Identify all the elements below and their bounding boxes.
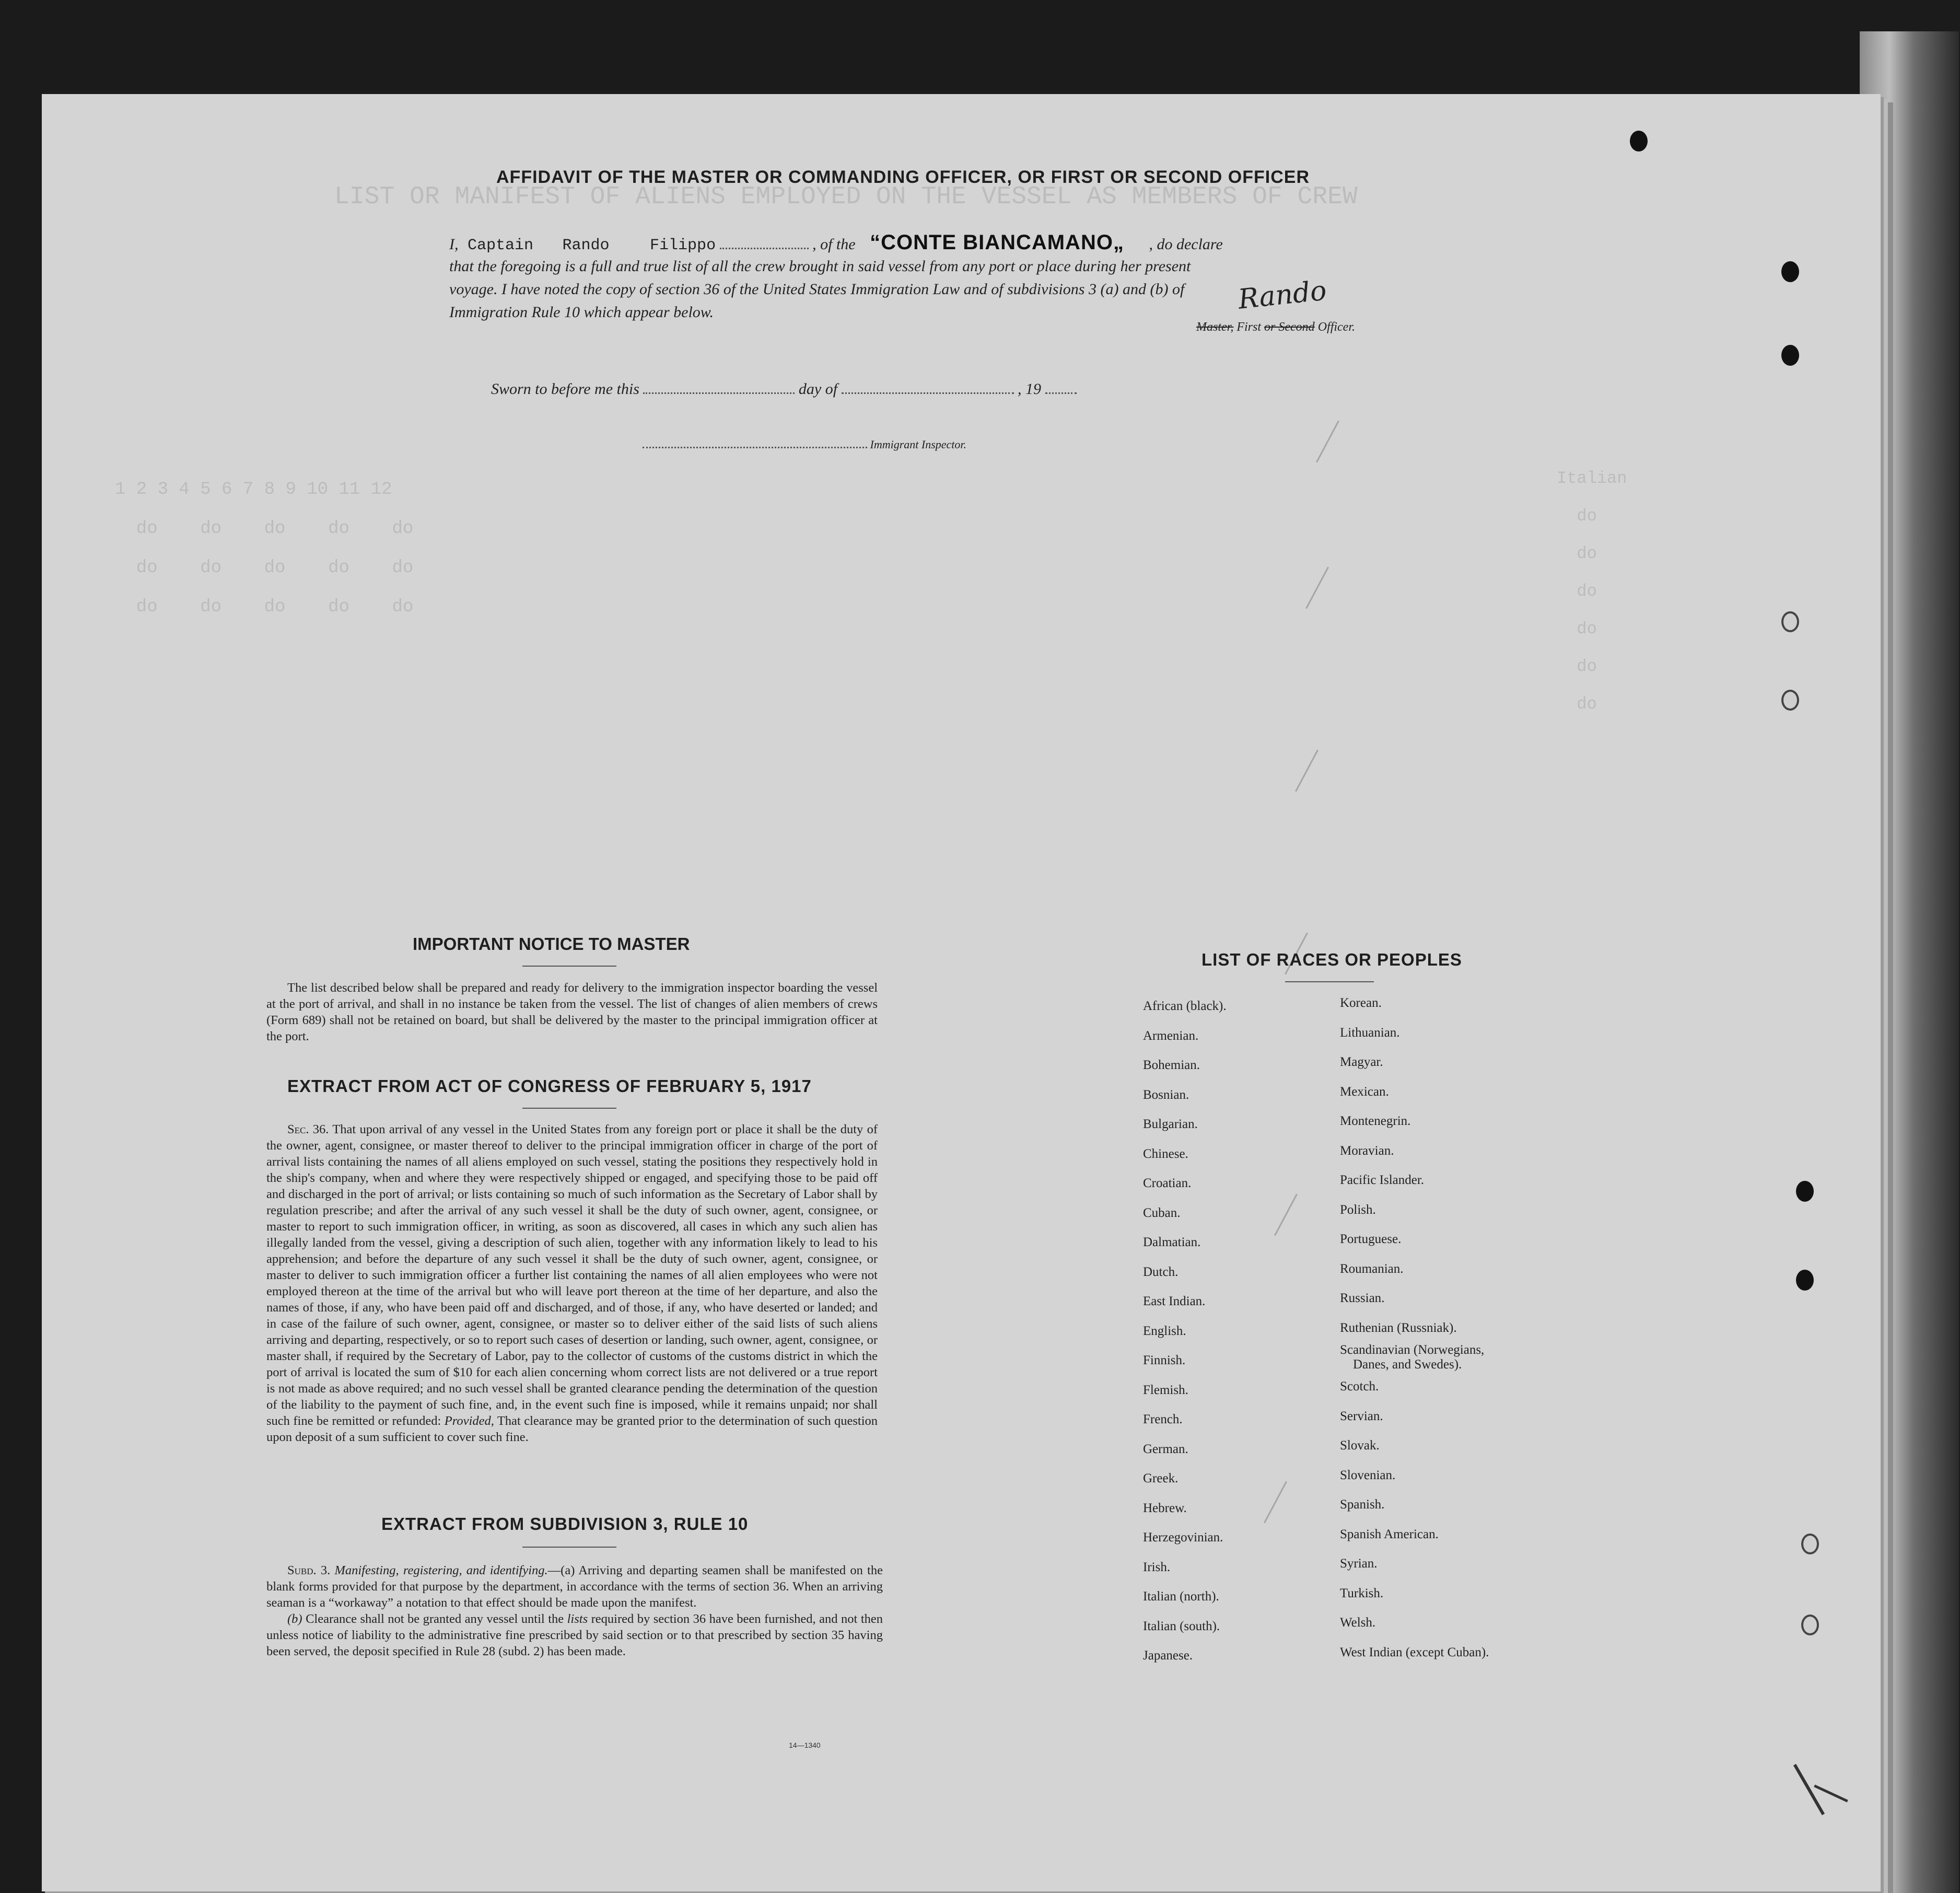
- manifest-page: [42, 94, 1881, 1891]
- binder-hole: [1781, 261, 1799, 282]
- race-entry: Dutch.: [1143, 1264, 1179, 1279]
- race-entry: Bosnian.: [1143, 1087, 1189, 1102]
- heading-rule: [522, 966, 616, 967]
- dotted-line: [643, 390, 795, 394]
- dotted-line: [643, 445, 867, 448]
- dotted-line: [1045, 390, 1077, 394]
- binder-hole: [1796, 1270, 1814, 1291]
- pencil-mark: [1295, 750, 1319, 792]
- race-entry: Roumanian.: [1340, 1261, 1404, 1276]
- binder-hole: [1781, 611, 1799, 632]
- pencil-mark: [1305, 567, 1329, 609]
- race-entry: Spanish American.: [1340, 1527, 1439, 1541]
- subdivision-b-label: (b): [287, 1612, 302, 1626]
- race-entry: Russian.: [1340, 1291, 1385, 1305]
- affidavit-declaration-line: [449, 231, 1223, 254]
- subdivision-b-text-1: Clearance shall not be granted any vessel until the: [306, 1612, 564, 1626]
- subdivision-title: Manifesting, registering, and identifying.: [334, 1563, 548, 1577]
- race-entry: Flemish.: [1143, 1383, 1188, 1397]
- races-column-1: [1143, 992, 1227, 1671]
- race-entry: Irish.: [1143, 1560, 1171, 1574]
- inspector-line: [643, 438, 966, 451]
- form-number: 14—1340: [789, 1741, 821, 1749]
- race-entry: African (black).: [1143, 999, 1227, 1013]
- ship-name: “CONTE BIANCAMANO„: [870, 231, 1124, 254]
- race-entry: Montenegrin.: [1340, 1114, 1411, 1128]
- race-entry: Chinese.: [1143, 1146, 1188, 1161]
- race-entry: Greek.: [1143, 1471, 1179, 1485]
- section-36-text: That upon arrival of any vessel in the United States from any foreign port or place it shall be the duty of the owner, agent, consignee, or master thereof to deliver to the principal immigration officer in charge of the port of arrival lists containing the names of all aliens employed on such vessel, stating the positions they respectively hold in the ship's company, when and where they were respectively shipped or engaged, and specifying those to be paid off and discharged in the port of arrival; or lists containing so much of such information as the Secretary of Labor shall by regulation prescribe; and after the arrival of any such vessel it shall be the duty of such owner, agent, consignee, or master to report to such immigration officer, in writing, as soon as discovered, all cases in which any such alien has illegally landed from the vessel, giving a description of such alien, together with any information likely to lead to his apprehension; and before the departure of any such vessel it shall be the duty of such owner, agent, consignee, or master to deliver to such immigration officer a further list containing the names of all alien employees who were not employed thereon at the time of the arrival but who will leave port thereon at the time of her departure, and also the names of those, if any, who have been paid off and discharged, and of those, if any, who have deserted or landed; and in case of the failure of such owner, agent, consignee, or master so to deliver either of the said lists of such aliens arriving and departing, respectively, or so to report such cases of desertion or landing, such owner, agent, consignee, or master shall, if required by the Secretary of Labor, pay to the collector of customs of the customs district in which the port of arrival is located the sum of $10 for each alien concerning whom correct lists are not delivered or a true report is not made as above required; and no such vessel shall be granted clearance pending the determination of the question of the liability to the payment of such fine, and, in the event such fine is imposed, while it remains unpaid; nor shall such fine be remitted or refunded:: [266, 1122, 878, 1428]
- race-entry: Bohemian.: [1143, 1058, 1200, 1072]
- notice-heading: IMPORTANT NOTICE TO MASTER: [413, 934, 690, 954]
- races-column-2: [1340, 989, 1489, 1667]
- race-entry: Armenian.: [1143, 1028, 1199, 1043]
- race-entry: Japanese.: [1143, 1648, 1193, 1663]
- officer-second-struck: or Second: [1264, 320, 1315, 334]
- race-entry: Turkish.: [1340, 1586, 1384, 1600]
- race-entry: Italian (north).: [1143, 1589, 1219, 1604]
- subdivision-b-paragraph: [266, 1611, 883, 1659]
- race-entry: Mexican.: [1340, 1084, 1389, 1099]
- affidavit-line-3: voyage. I have noted the copy of section 36 of the United States Immigration Law and of subdivisions 3 (a) and (b) of: [449, 281, 1185, 298]
- pencil-mark: [1274, 1194, 1298, 1236]
- section-label: Sec. 36.: [287, 1122, 329, 1136]
- of-the-label: , of the: [812, 236, 856, 253]
- race-entry: West Indian (except Cuban).: [1340, 1645, 1489, 1659]
- subdivision-a-text: Arriving and departing seamen shall be manifested on the blank forms provided for that purpose by the department, in accordance with the terms of section 36. When an arriving seaman is a “workaway” a notation to that effect should be made upon the manifest.: [266, 1563, 883, 1610]
- affidavit-prefix: I,: [449, 236, 459, 253]
- master-title: Captain: [468, 237, 534, 254]
- race-entry: English.: [1143, 1323, 1186, 1338]
- notice-text: [266, 980, 878, 1044]
- pencil-mark: [1264, 1481, 1287, 1524]
- heading-rule: [522, 1108, 616, 1109]
- binder-hole: [1796, 1181, 1814, 1202]
- race-entry: Slovak.: [1340, 1438, 1380, 1453]
- bleed-through-text: 1 2 3 4 5 6 7 8 9 10 11 12 do do do do do do do do do do do do do do do: [115, 480, 414, 617]
- binder-hole: [1630, 131, 1648, 152]
- race-entry: Finnish.: [1143, 1353, 1186, 1367]
- race-entry: Scandinavian (Norwegians, Danes, and Swedes).: [1340, 1343, 1485, 1372]
- lists-word: lists: [567, 1612, 588, 1626]
- subdivision-a-label: —(a): [547, 1563, 575, 1577]
- pen-mark: [1814, 1784, 1848, 1802]
- bleed-through-text: Italian do do do do do do: [1557, 469, 1627, 714]
- race-entry: East Indian.: [1143, 1294, 1206, 1308]
- bleed-through-text: LIST OR MANIFEST OF ALIENS EMPLOYED ON THE VESSEL AS MEMBERS OF CREW: [334, 183, 1358, 211]
- rule-extract-heading: EXTRACT FROM SUBDIVISION 3, RULE 10: [381, 1514, 749, 1534]
- race-entry: Ruthenian (Russniak).: [1340, 1320, 1457, 1335]
- race-entry: Polish.: [1340, 1202, 1376, 1217]
- races-heading: LIST OF RACES OR PEOPLES: [1201, 950, 1462, 969]
- binder-hole: [1781, 690, 1799, 711]
- race-entry: Scotch.: [1340, 1379, 1379, 1393]
- binder-hole: [1781, 345, 1799, 366]
- day-of-label: day of: [798, 380, 838, 398]
- year-label: , 19: [1018, 380, 1042, 398]
- master-name-second: Filippo: [650, 237, 716, 254]
- race-entry: Croatian.: [1143, 1176, 1192, 1190]
- officer-suffix: Officer.: [1314, 320, 1356, 334]
- race-entry: Slovenian.: [1340, 1468, 1396, 1482]
- section-36-text-end: That clearance may be granted prior to the determination of such question upon deposit of a sum sufficient to cover such fine.: [266, 1414, 878, 1444]
- race-entry: Welsh.: [1340, 1616, 1376, 1630]
- sworn-line: [491, 380, 1077, 398]
- race-entry: Servian.: [1340, 1409, 1383, 1423]
- officer-title-line: [1196, 320, 1355, 334]
- race-entry: Magyar.: [1340, 1055, 1383, 1069]
- race-entry: Syrian.: [1340, 1557, 1378, 1571]
- declare-label: , do declare: [1149, 236, 1223, 253]
- master-signature: Rando: [1236, 275, 1328, 316]
- race-entry: French.: [1143, 1412, 1183, 1426]
- subdivision-a-paragraph: [266, 1562, 883, 1611]
- race-entry: Portuguese.: [1340, 1232, 1402, 1246]
- sworn-label: Sworn to before me this: [491, 380, 639, 398]
- notice-paragraph: The list described below shall be prepared and ready for delivery to the immigration inspector boarding the vessel at the port of arrival, and shall in no instance be taken from the vessel. The list of changes of alien members of crews (Form 689) shall not be retained on board, but shall be delivered by the master to the principal immigration officer at the port.: [266, 981, 878, 1043]
- affidavit-line-2: that the foregoing is a full and true list of all the crew brought in said vessel from any port or place during her present: [449, 258, 1191, 275]
- race-entry: Pacific Islander.: [1340, 1173, 1425, 1187]
- affidavit-heading: AFFIDAVIT OF THE MASTER OR COMMANDING OFFICER, OR FIRST OR SECOND OFFICER: [496, 167, 1310, 187]
- dotted-line: [720, 246, 809, 249]
- affidavit-line-4: Immigration Rule 10 which appear below.: [449, 304, 714, 321]
- binder-hole: [1801, 1615, 1819, 1635]
- inspector-label: Immigrant Inspector.: [870, 438, 967, 451]
- race-entry: Bulgarian.: [1143, 1117, 1198, 1131]
- subdivision-label: Subd. 3.: [287, 1563, 331, 1577]
- subdivision-b-text-2: required by section 36 have been furnished, and not then unless notice of liability to the administrative fine prescribed by said section or to that prescribed by section 35 having been served, the deposit specified in Rule 28 (subd. 2) has been made.: [266, 1612, 883, 1658]
- race-entry: Italian (south).: [1143, 1619, 1220, 1633]
- race-entry: German.: [1143, 1442, 1188, 1456]
- race-entry: Moravian.: [1340, 1143, 1394, 1158]
- act-extract-text: [266, 1121, 878, 1445]
- officer-first: First: [1233, 320, 1265, 334]
- race-entry: Cuban.: [1143, 1205, 1181, 1220]
- heading-rule: [522, 1547, 616, 1548]
- race-entry: Korean.: [1340, 996, 1382, 1010]
- rule-extract-text: [266, 1562, 883, 1659]
- race-entry: Spanish.: [1340, 1497, 1385, 1512]
- binder-hole: [1801, 1534, 1819, 1554]
- race-entry: Lithuanian.: [1340, 1025, 1400, 1040]
- officer-master-struck: Master,: [1196, 320, 1234, 334]
- race-entry: Dalmatian.: [1143, 1235, 1201, 1249]
- act-extract-heading: EXTRACT FROM ACT OF CONGRESS OF FEBRUARY 5, 1917: [287, 1076, 812, 1096]
- race-entry: Herzegovinian.: [1143, 1530, 1223, 1544]
- master-name-first: Rando: [562, 237, 610, 254]
- provided-label: Provided,: [444, 1414, 494, 1428]
- pencil-mark: [1316, 421, 1339, 463]
- heading-rule: [1285, 981, 1374, 982]
- section-36-paragraph: [266, 1121, 878, 1445]
- race-entry: Hebrew.: [1143, 1501, 1187, 1515]
- dotted-line: [842, 390, 1014, 394]
